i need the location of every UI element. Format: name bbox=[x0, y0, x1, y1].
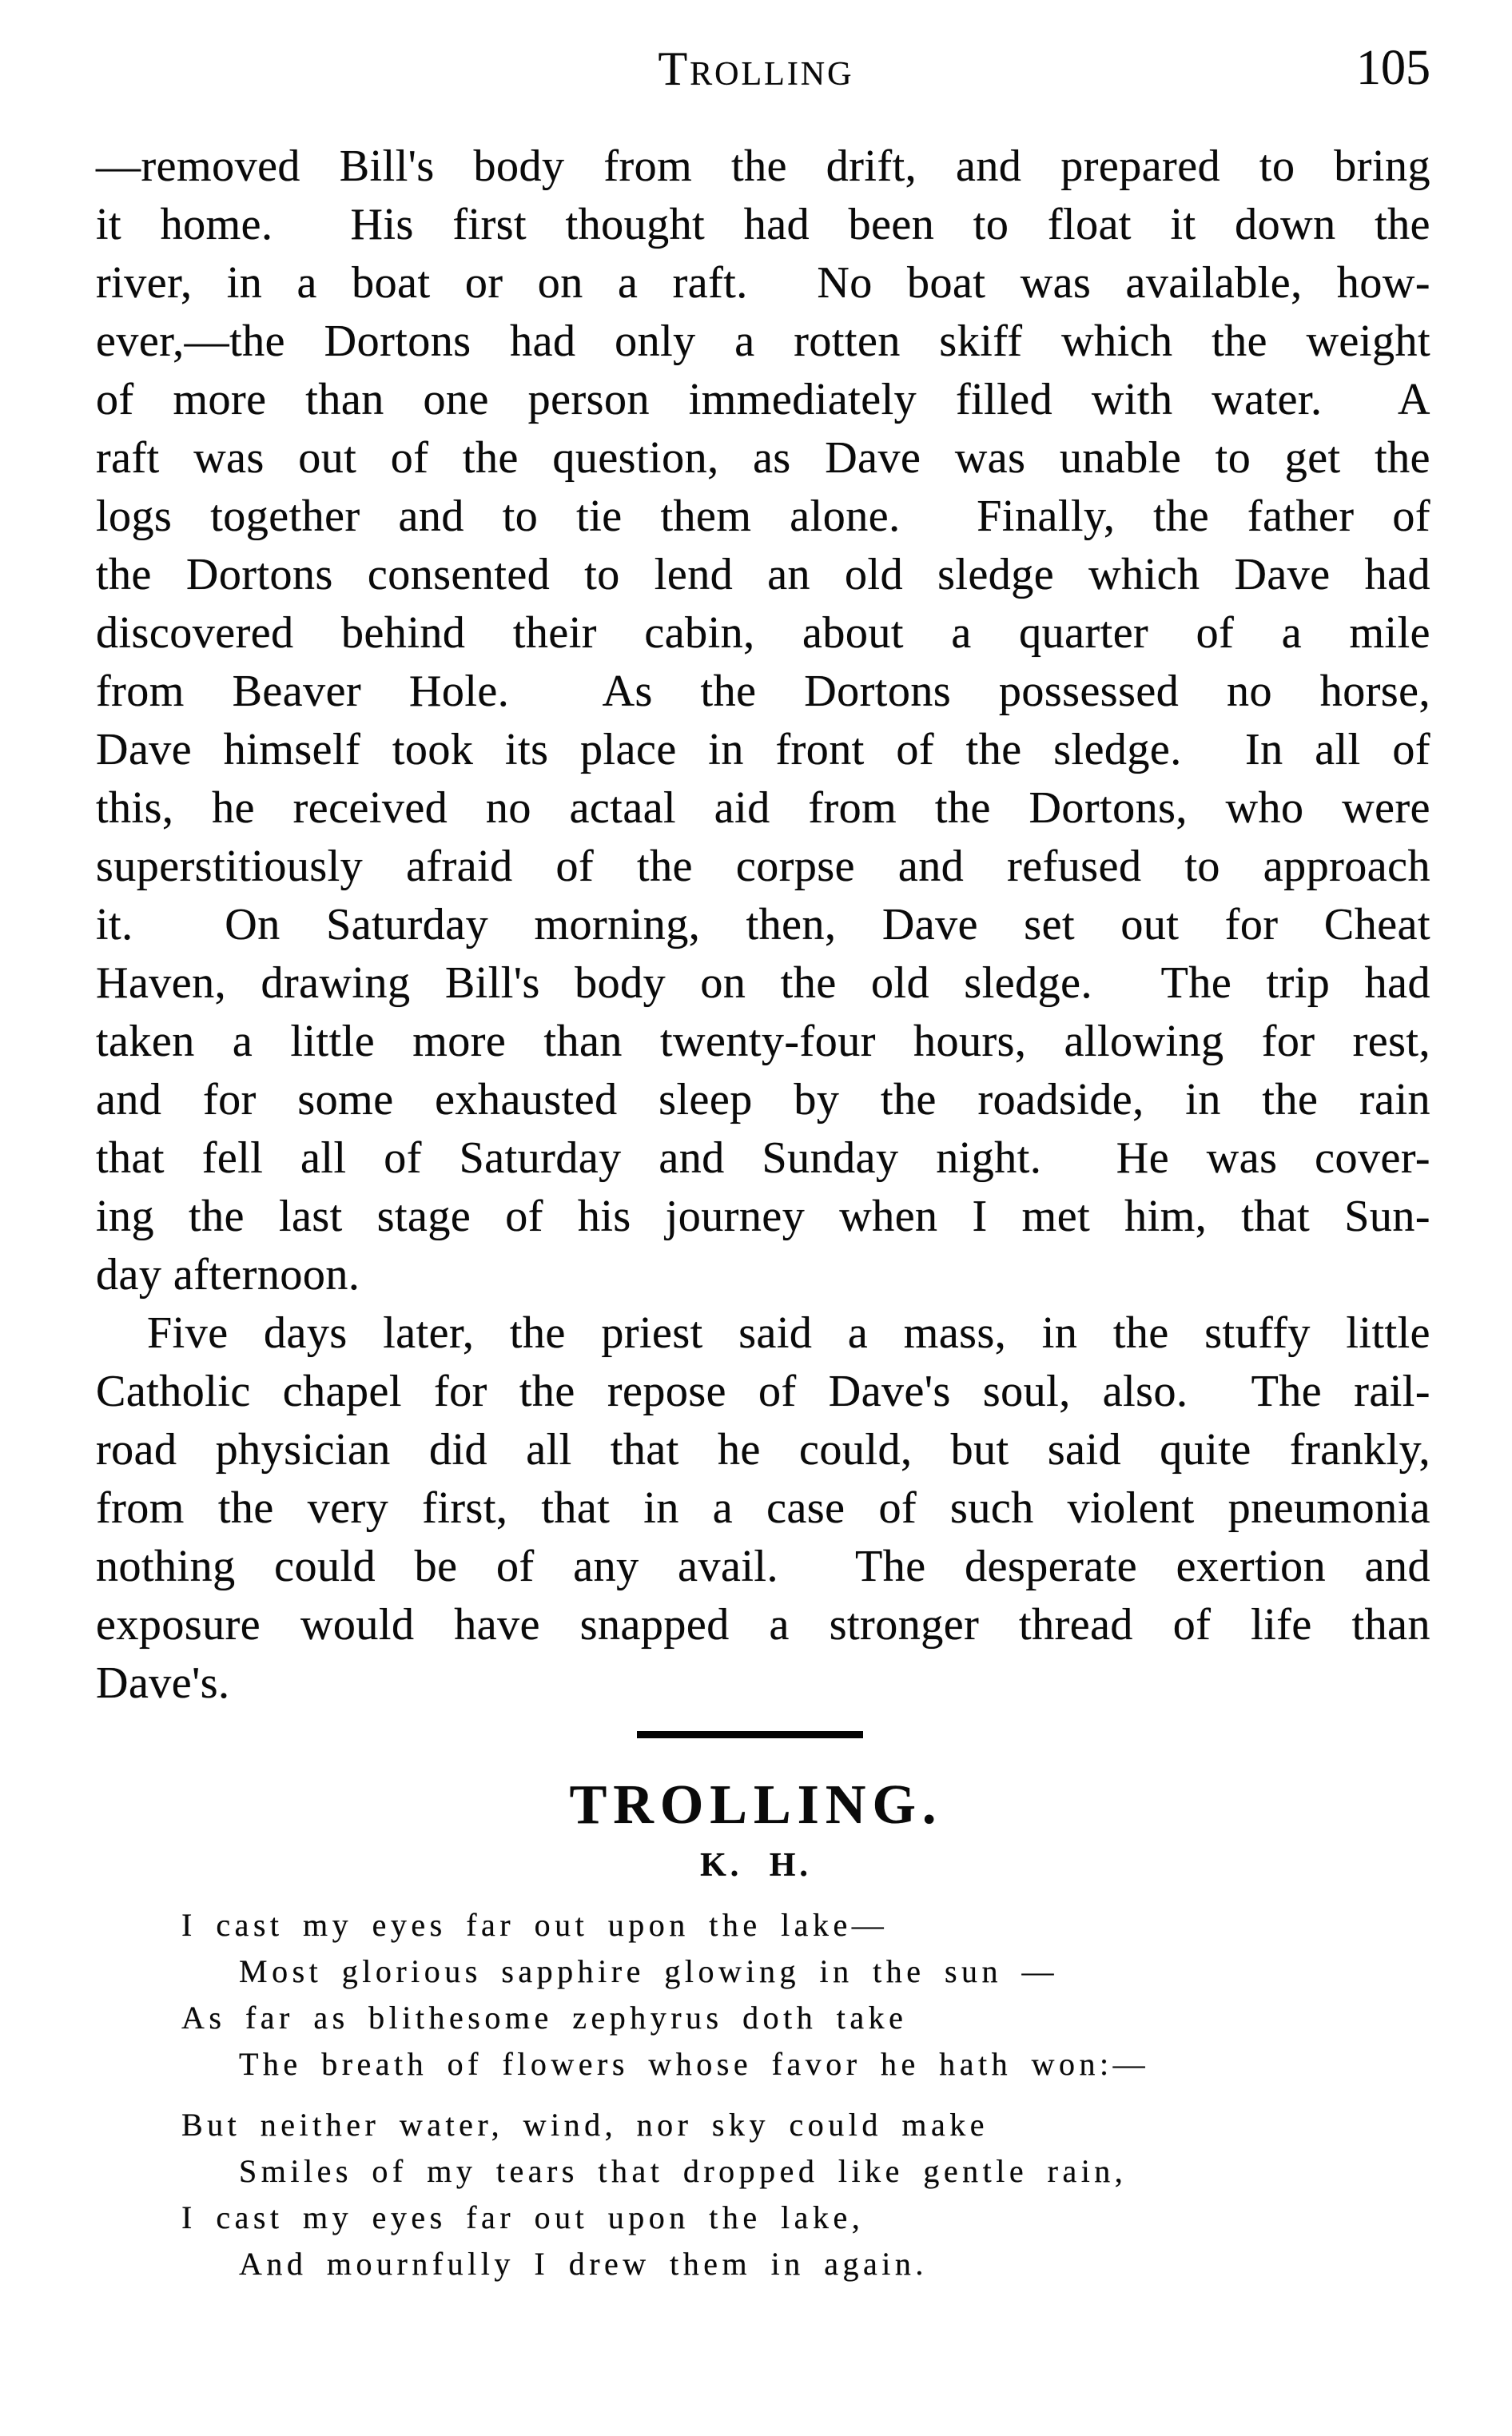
poem-line: The breath of flowers whose favor he hath won:— bbox=[239, 2046, 1150, 2082]
story-line: Dave's. bbox=[96, 1658, 230, 1708]
story-line: this, he received no actaal aid from the Dortons, who were bbox=[96, 783, 1430, 833]
poem-stanza bbox=[181, 1902, 1380, 2088]
story-line: from Beaver Hole. As the Dortons possessed no horse, bbox=[96, 667, 1430, 716]
story-line: it home. His first thought had been to float it down the bbox=[96, 200, 1430, 249]
story-line: ing the last stage of his journey when I met him, that Sun- bbox=[96, 1192, 1430, 1241]
story-line: superstitiously afraid of the corpse and refused to approach bbox=[96, 842, 1430, 891]
story-text bbox=[96, 137, 1430, 1713]
poem-line: Smiles of my tears that dropped like gentle rain, bbox=[239, 2153, 1128, 2189]
story-line: Haven, drawing Bill's body on the old sledge. The trip had bbox=[96, 958, 1430, 1008]
story-line: taken a little more than twenty-four hours, allowing for rest, bbox=[96, 1017, 1430, 1066]
running-header-title: Trolling bbox=[658, 42, 854, 95]
story-line: nothing could be of any avail. The desperate exertion and bbox=[96, 1542, 1430, 1591]
story-line: Catholic chapel for the repose of Dave's soul, also. The rail- bbox=[96, 1367, 1430, 1416]
story-line: from the very first, that in a case of such violent pneumonia bbox=[96, 1483, 1430, 1533]
story-line: it. On Saturday morning, then, Dave set out for Cheat bbox=[96, 900, 1430, 949]
poem-line: As far as blithesome zephyrus doth take bbox=[181, 2000, 908, 2036]
poem-line: I cast my eyes far out upon the lake— bbox=[181, 1907, 889, 1943]
story-line: raft was out of the question, as Dave was unable to get the bbox=[96, 433, 1430, 483]
page-number: 105 bbox=[1356, 41, 1430, 95]
story-line: —removed Bill's body from the drift, and prepared to bring bbox=[96, 141, 1430, 191]
section-title: TROLLING. bbox=[569, 1774, 943, 1836]
story-line: the Dortons consented to lend an old sledge which Dave had bbox=[96, 550, 1430, 599]
story-line: exposure would have snapped a stronger thread of life than bbox=[96, 1600, 1430, 1650]
section-byline: K. H. bbox=[700, 1847, 812, 1884]
section-divider-rule bbox=[637, 1731, 863, 1738]
story-line: Five days later, the priest said a mass, in the stuffy little bbox=[147, 1308, 1430, 1358]
story-line: logs together and to tie them alone. Finally, the father of bbox=[96, 492, 1430, 541]
poem-line: But neither water, wind, nor sky could make bbox=[181, 2107, 989, 2143]
story-line: ever,—the Dortons had only a rotten skiff which the weight bbox=[96, 316, 1430, 366]
story-line: road physician did all that he could, but said quite frankly, bbox=[96, 1425, 1430, 1475]
story-line: discovered behind their cabin, about a quarter of a mile bbox=[96, 608, 1430, 658]
story-line: of more than one person immediately filled with water. A bbox=[96, 375, 1430, 424]
poem-line: I cast my eyes far out upon the lake, bbox=[181, 2199, 865, 2235]
story-line: river, in a boat or on a raft. No boat was available, how- bbox=[96, 258, 1430, 308]
story-line: Dave himself took its place in front of the sledge. In all of bbox=[96, 725, 1430, 774]
poem-stanza bbox=[181, 2102, 1380, 2287]
story-line: and for some exhausted sleep by the roadside, in the rain bbox=[96, 1075, 1430, 1124]
poem-line: Most glorious sapphire glowing in the sun — bbox=[239, 1953, 1059, 1989]
story-line: that fell all of Saturday and Sunday night. He was cover- bbox=[96, 1133, 1430, 1183]
poem-line: And mournfully I drew them in again. bbox=[239, 2246, 928, 2282]
story-line: day afternoon. bbox=[96, 1250, 360, 1300]
poem bbox=[181, 1902, 1380, 2287]
